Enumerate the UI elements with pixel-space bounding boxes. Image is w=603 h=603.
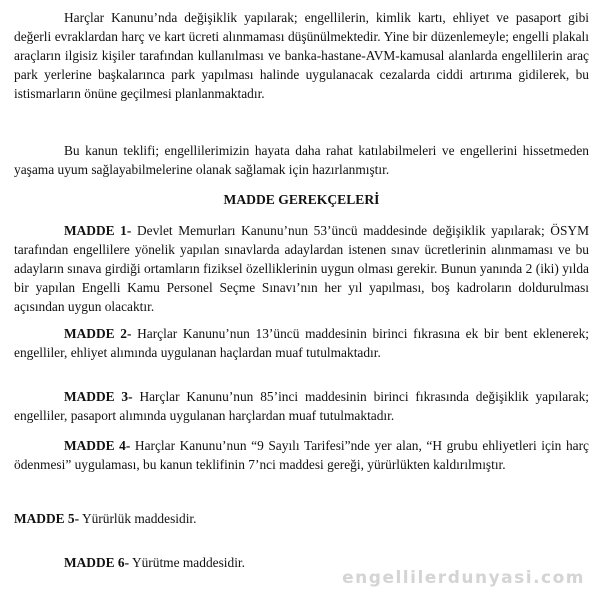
article-1 (14, 221, 589, 316)
article-2-text: Harçlar Kanunu’nun 13’üncü maddesinin birinci fıkrasına ek bir bent eklenerek; engelliler, ehliyet alımında uygulanan haçlardan muaf tutulmaktadır. (14, 326, 589, 360)
article-5-text: Yürürlük maddesidir. (79, 511, 197, 526)
article-1-label: MADDE 1- (64, 223, 132, 238)
article-4-label: MADDE 4- (64, 438, 131, 453)
article-3-label: MADDE 3- (64, 389, 133, 404)
article-1-text: Devlet Memurları Kanunu’nun 53’üncü maddesinde değişiklik yapılarak; ÖSYM tarafından engellilere yönelik yapılan sınavlarda adaylardan istenen sınav ücretlerinin alınmaması ve bu adayların sınava girdiği ortamların fiziksel özelliklerinin uygun olması gerekir. Bunun yanında 2 (iki) yılda bir yapılan Engelli Kamu Personel Seçme Sınavı’nın her yıl yapılması, boş kadroların doldurulması açısından uygun olacaktır. (14, 223, 589, 314)
intro-paragraph-2: Bu kanun teklifi; engellilerimizin hayata daha rahat katılabilmeleri ve engellerini hissetmeden yaşama uyum sağlayabilmelerine olanak sağlamak için hazırlanmıştır. (14, 143, 589, 177)
article-5-label: MADDE 5- (14, 511, 80, 526)
article-5 (14, 509, 589, 528)
section-heading: MADDE GEREKÇELERİ (223, 192, 380, 207)
article-4 (14, 436, 589, 474)
article-2-label: MADDE 2- (64, 326, 132, 341)
article-2 (14, 324, 589, 362)
intro-paragraph-1: Harçlar Kanunu’nda değişiklik yapılarak; engellilerin, kimlik kartı, ehliyet ve pasaport gibi değerli evraklardan harç ve kart ücreti alınmaması düşünülmektedir. Yine bir düzenlemeyle; engelli plakalı araçların ilgisiz kişiler tarafından kullanılması ve banka-hastane-AVM-kamusal alanlarda engellilerin araç park yerlerine başkalarınca park yapılması halinde uygulanacak cezalarda ciddi artırıma gidilerek, bu istismarların önüne geçilmesi planlanmaktadır. (14, 10, 589, 101)
article-4-text: Harçlar Kanunu’nun “9 Sayılı Tarifesi”nde yer alan, “H grubu ehliyetleri için harç ödenmesi” uygulaması, bu kanun teklifinin 7’nci maddesi gereği, yürürlükten kaldırılmıştır. (14, 438, 589, 472)
article-6-label: MADDE 6- (64, 555, 130, 570)
article-3 (14, 387, 589, 425)
article-6-text: Yürütme maddesidir. (129, 555, 245, 570)
article-3-text: Harçlar Kanunu’nun 85’inci maddesinin birinci fıkrasında değişiklik yapılarak; engelliler, pasaport alımında uygulanan harçlardan muaf tutulmaktadır. (14, 389, 589, 423)
watermark-text: engellilerdunyasi.com (342, 568, 585, 588)
